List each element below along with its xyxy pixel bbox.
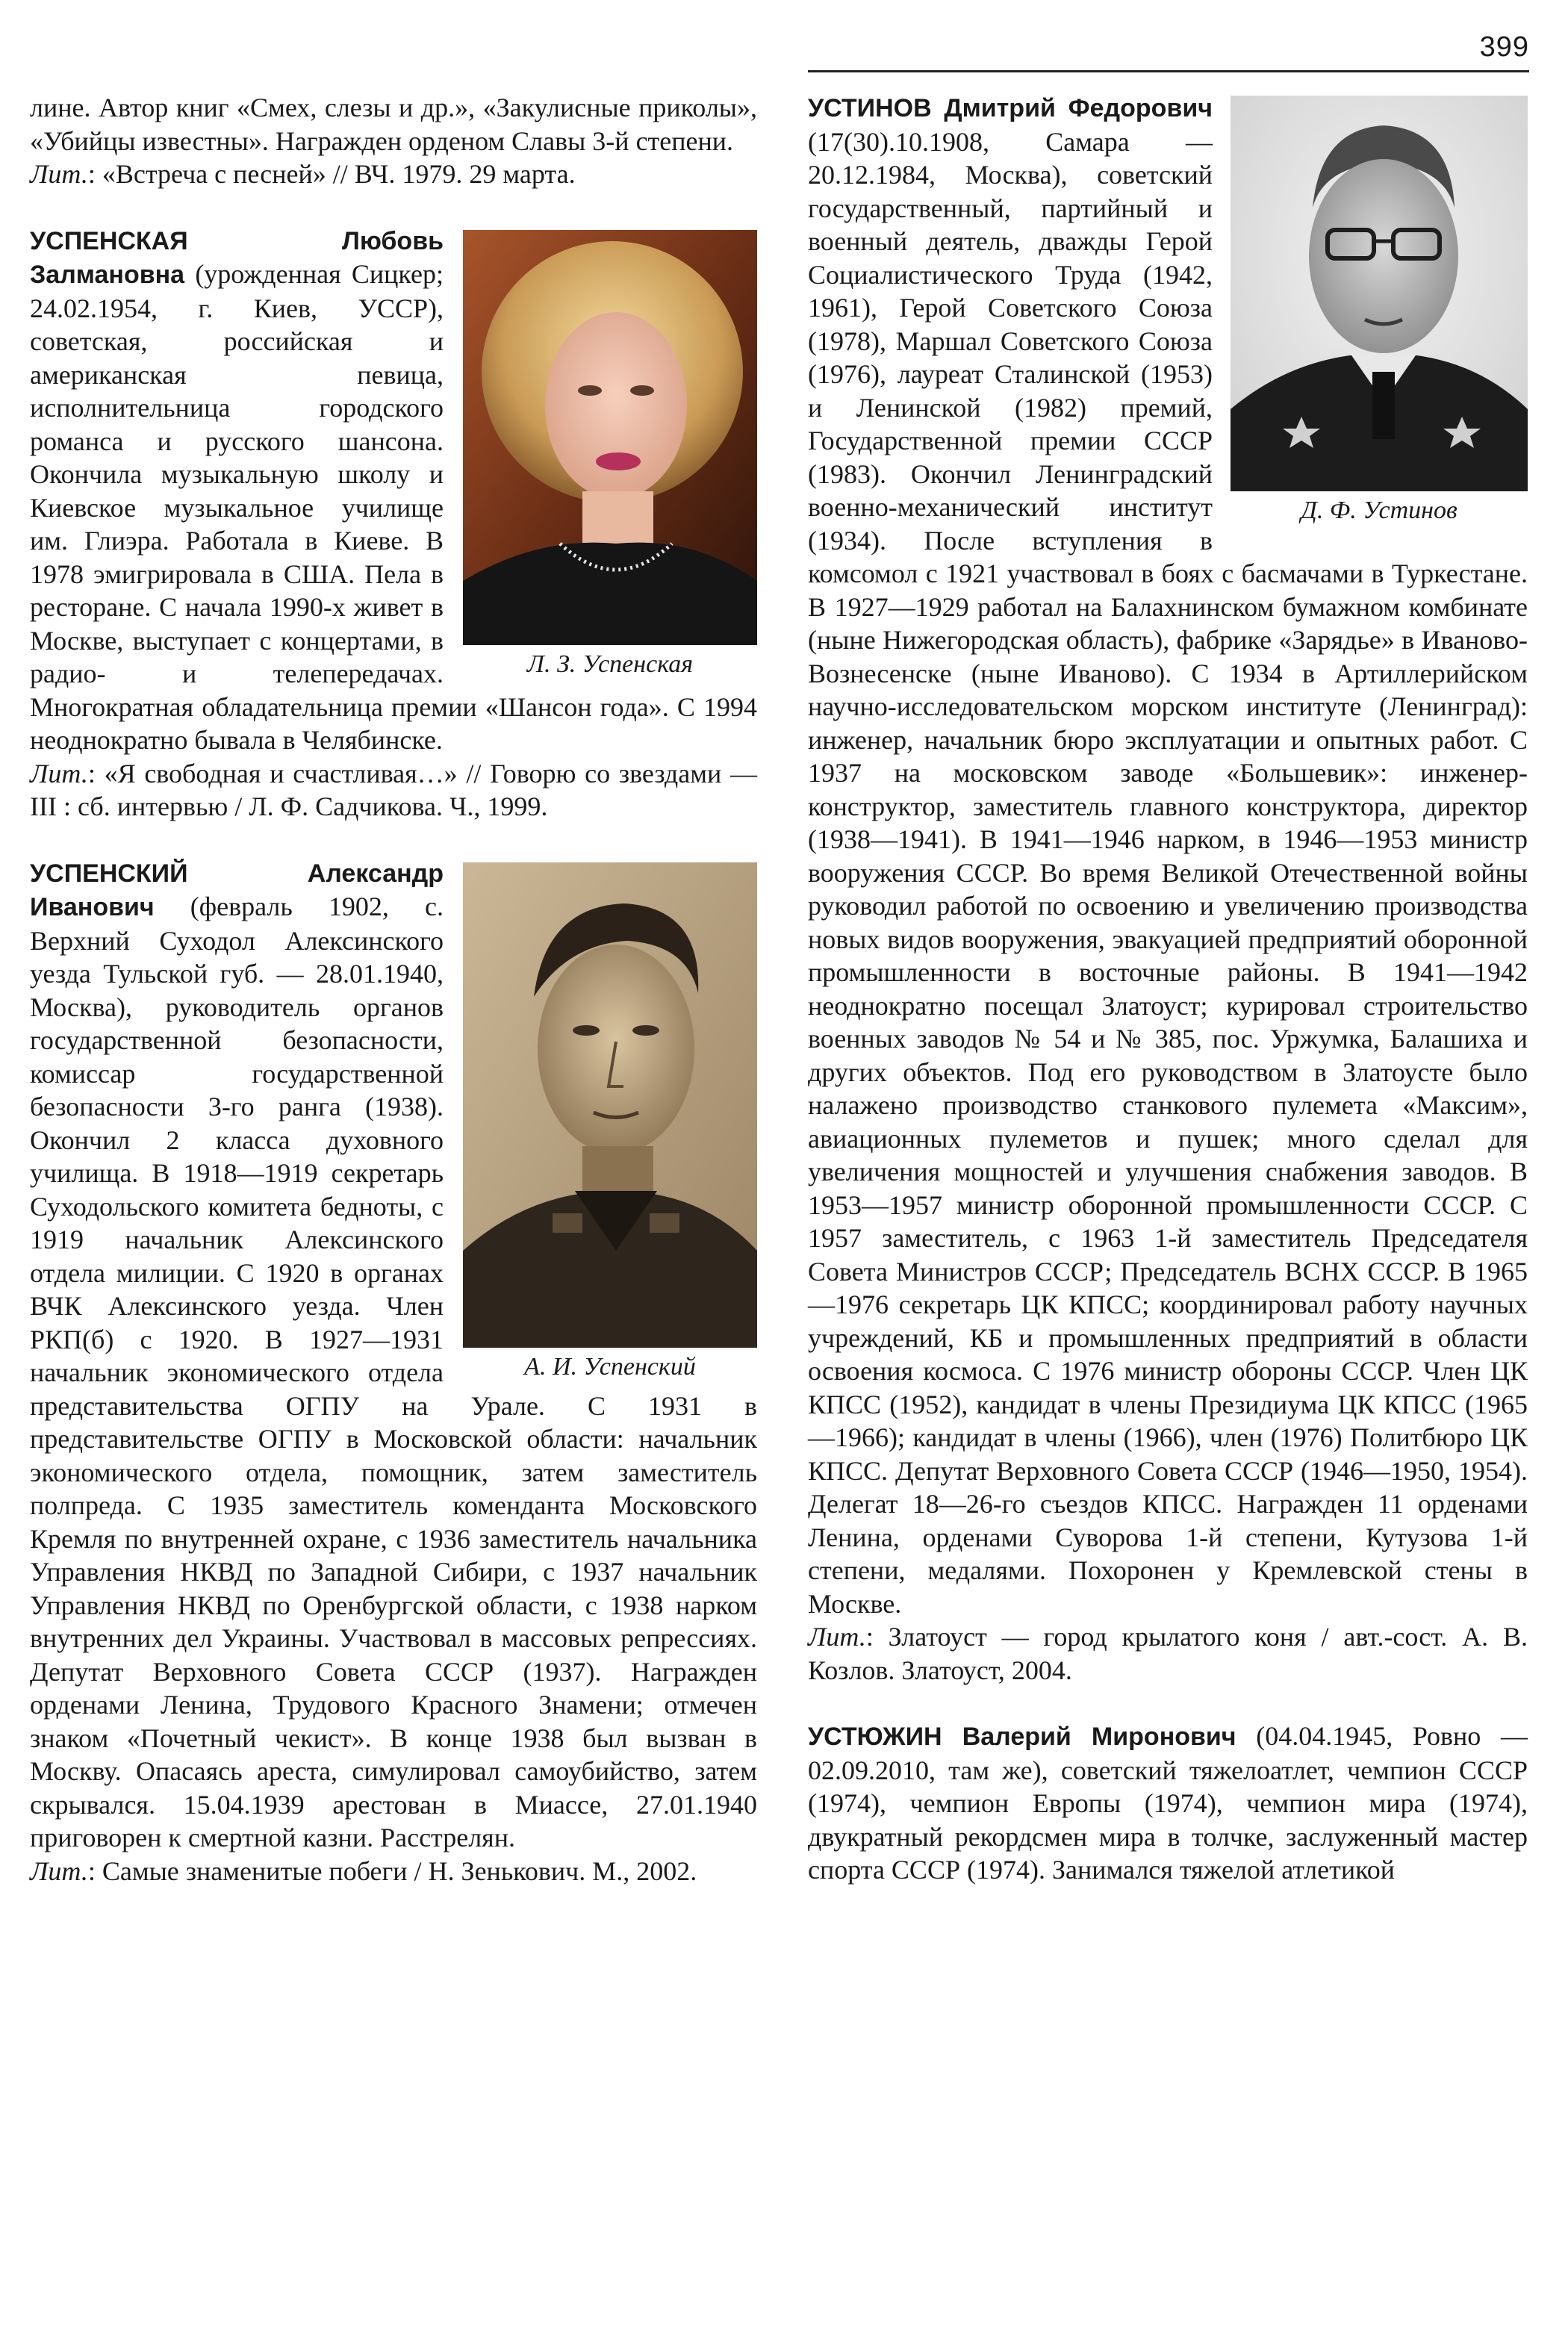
literature-label: Лит. xyxy=(808,1622,866,1652)
right-column xyxy=(808,91,1528,1887)
entry-headword: УСПЕНСКИЙ Александр Иванович xyxy=(30,859,444,921)
entry-ustyuzhin xyxy=(808,1720,1528,1887)
literature-note xyxy=(30,1855,757,1888)
entry-uspensky xyxy=(30,856,757,1888)
page-number: 399 xyxy=(1479,31,1529,63)
literature-text: : Самые знаменитые побеги / Н. Зенькович. М., 2002. xyxy=(87,1855,697,1886)
literature-note xyxy=(808,1620,1528,1687)
entry-ustinov xyxy=(808,91,1528,1687)
literature-label: Лит. xyxy=(30,1855,88,1886)
portrait-image-uspensky xyxy=(463,862,757,1348)
portrait-photo-ustinov xyxy=(1231,96,1528,491)
portrait-photo-uspenskaya xyxy=(463,230,757,645)
left-column xyxy=(30,91,757,1888)
literature-label: Лит. xyxy=(30,758,88,788)
portrait-image-uspenskaya xyxy=(463,230,757,645)
entry-body xyxy=(808,1720,1528,1887)
literature-text: : Златоуст — город крылатого коня / авт.-сост. А. В. Козлов. Златоуст, 2004. xyxy=(808,1622,1528,1685)
entry-uspenskaya xyxy=(30,224,757,824)
entry-text: (февраль 1902, с. Верхний Суходол Алексинского уезда Тульской губ. — 28.01.1940, Москва), руководитель органов государственной безопасности, комиссар государственной безопасности 3-го ранга (1938). Окончил 2 класса духовного училища. В 1918—1919 секретарь Суходольского комитета бедноты, с 1919 начальник Алексинского отдела милиции. С 1920 в органах ВЧК Алексинского уезда. Член РКП(б) с 1920. В 1927—1931 начальник экономического отдела представительства ОГПУ на Урале. С 1931 в представительстве ОГПУ в Московской области: начальник экономического отдела, помощник, затем заместитель полпреда. С 1935 заместитель коменданта Московского Кремля по внутренней охране, с 1936 заместитель начальника Управления НКВД по Западной Сибири, с 1937 начальник Управления НКВД по Оренбургской области, с 1938 нарком внутренних дел Украины. Участвовал в массовых репрессиях. Депутат Верховного Совета СССР (1937). Награжден орденами Ленина, Трудового Красного Знамени; отмечен знаком «Почетный чекист». В конце 1938 был вызван в Москву. Опасаясь ареста, симулировал самоубийство, затем скрывался. 15.04.1939 арестован в Миассе, 27.01.1940 приговорен к смертной казни. Расстрелян. xyxy=(30,892,757,1852)
portrait-caption: Д. Ф. Устинов xyxy=(1301,497,1457,524)
entry-text: (урожденная Сицкер; 24.02.1954, г. Киев, УССР), советская, российская и американская певица, исполнительница городского романса и русского шансона. Окончила музыкальную школу и Киевское музыкальное училище им. Глиэра. Работала в Киеве. В 1978 эмигрировала в США. Пела в ресторане. С начала 1990-х живет в Москве, выступает с концертами, в радио- и телепередачах. Многократная обладательница премии «Шансон года». С 1994 неоднократно бывала в Челябинске. xyxy=(30,259,757,755)
portrait-figure-uspenskaya xyxy=(463,230,757,681)
entry-headword: УСТИНОВ Дмитрий Федорович xyxy=(808,94,1213,122)
header-rule xyxy=(808,70,1529,72)
literature-label: Лит. xyxy=(30,159,88,189)
portrait-caption: Л. З. Успенская xyxy=(526,650,694,678)
portrait-caption: А. И. Успенский xyxy=(524,1352,696,1381)
entry-body: лине. Автор книг «Смех, слезы и др.», «Закулисные приколы», «Убийцы известны». Награжден орденом Славы 3-й степени. xyxy=(30,93,757,156)
portrait-photo-uspensky xyxy=(463,862,757,1348)
portrait-figure-uspensky xyxy=(463,862,757,1384)
literature-note xyxy=(30,158,757,191)
literature-text: : «Встреча с песней» // ВЧ. 1979. 29 марта. xyxy=(87,159,576,189)
entry-text: (04.04.1945, Ровно — 02.09.2010, там же), советский тяжелоатлет, чемпион СССР (1974), чемпион Европы (1974), чемпион мира (1974), двукратный рекордсмен мира в толчке, заслуженный мастер спорта СССР (1974). Занимался тяжелой атлетикой xyxy=(808,1721,1528,1885)
portrait-figure-ustinov xyxy=(1231,96,1528,527)
entry-continuation xyxy=(30,91,757,191)
entry-headword: УСТЮЖИН Валерий Миронович xyxy=(808,1723,1236,1751)
entry-headword: УСПЕНСКАЯ Любовь Залмановна xyxy=(30,226,444,289)
literature-text: : «Я свободная и счастливая…» // Говорю со звездами — III : сб. интервью / Л. Ф. Садчикова. Ч., 1999. xyxy=(30,758,757,821)
portrait-image-ustinov xyxy=(1231,96,1528,491)
literature-note xyxy=(30,757,757,824)
entry-text: (17(30).10.1908, Самара — 20.12.1984, Москва), советский государственный, партийный и военный деятель, дважды Герой Социалистического Труда (1942, 1961), Герой Советского Союза (1978), Маршал Советского Союза (1976), лауреат Сталинской (1953) и Ленинской (1982) премий, Государственной премии СССР (1983). Окончил Ленинградский военно-механический институт (1934). После вступления в комсомол с 1921 участвовал в боях с басмачами в Туркестане. В 1927—1929 работал на Балахнинском бумажном комбинате (ныне Нижегородская область), фабрике «Зарядье» в Иваново-Вознесенске (ныне Иваново). С 1934 в Артиллерийском научно-исследовательском морском институте (Ленинград): инженер, начальник бюро эксплуатации и опытных работ. С 1937 на московском заводе «Большевик»: инженер-конструктор, заместитель главного конструктора, директор (1938—1941). В 1941—1946 нарком, в 1946—1953 министр вооружения СССР. Во время Великой Отечественной войны руководил работой по освоению и увеличению производства новых видов вооружения, эвакуацией предприятий оборонной промышленности в восточные районы. В 1941—1942 неоднократно посещал Златоуст; курировал строительство военных заводов № 54 и № 385, пос. Уржумка, Балашиха и других объектов. Под его руководством в Златоусте было налажено производство станкового пулемета «Максим», авиационных пулеметов и пушек; много сделал для увеличения мощностей и улучшения снабжения заводов. В 1953—1957 министр оборонной промышленности СССР. С 1957 заместитель, с 1963 1-й заместитель Председателя Совета Министров СССР; Председатель ВСНХ СССР. В 1965—1976 секретарь ЦК КПСС; координировал работу научных учреждений, КБ и промышленных предприятий в области освоения космоса. С 1976 министр обороны СССР. Член ЦК КПСС (1952), кандидат в члены Президиума ЦК КПСС (1965—1966); кандидат в члены (1966), член (1976) Политбюро ЦК КПСС. Депутат Верховного Совета СССР (1946—1950, 1954). Делегат 18—26-го съездов КПСС. Награжден 11 орденами Ленина, орденами Суворова 1-й степени, Кутузова 1-й степени, медалями. Похоронен у Кремлевской стены в Москве. xyxy=(808,126,1528,1619)
